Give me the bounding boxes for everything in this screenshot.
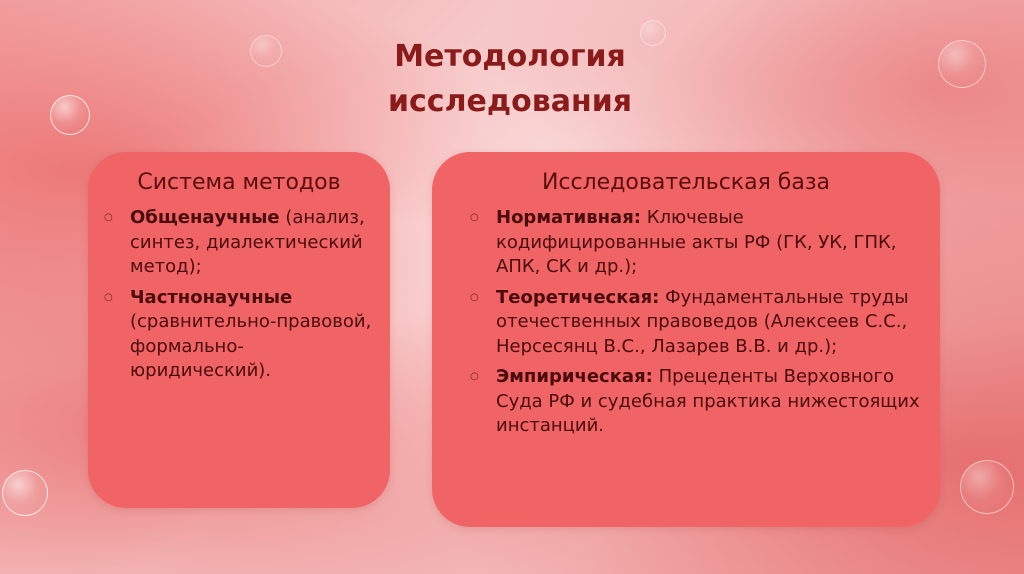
slide-title [300, 34, 720, 124]
bullet-icon: ○ [104, 291, 113, 303]
item-term: Эмпирическая: [496, 366, 653, 387]
bullet-icon: ○ [470, 291, 479, 303]
research-base-card-heading: Исследовательская база [541, 170, 831, 195]
slide-title-line-2: исследования [388, 84, 632, 119]
bullet-icon: ○ [470, 371, 479, 382]
item-term: Частнонаучные [130, 286, 293, 308]
item-term: Общенаучные [130, 207, 280, 228]
bullet-icon: ○ [104, 212, 113, 223]
item-text: (анализ, синтез, диалектический метод); [130, 207, 365, 277]
item-text: Прецеденты Верховного Суда РФ и судебная практика нижестоящих инстанций. [496, 366, 920, 436]
methods-list [104, 206, 380, 390]
item-text: Ключевые кодифицированные акты РФ (ГК, УК, ГПК, АПК, СК и др.); [496, 207, 897, 277]
item-text: Фундаментальные труды отечественных правоведов (Алексеев С.С., Нерсесянц В.С., Лазарев В.В. и др.); [496, 286, 909, 357]
list-item [470, 206, 936, 280]
item-text: (сравнительно-правовой, формально-юридический). [130, 311, 372, 381]
research-base-list [470, 206, 936, 445]
list-item [104, 286, 380, 384]
decorative-bubble [2, 470, 48, 516]
bullet-icon: ○ [470, 212, 479, 223]
decorative-bubble [50, 95, 90, 135]
decorative-bubble [938, 40, 986, 88]
methods-card [88, 152, 390, 508]
item-term: Нормативная: [496, 207, 641, 228]
list-item [104, 206, 380, 280]
methods-card-heading: Система методов [137, 170, 341, 195]
item-term: Теоретическая: [496, 286, 660, 308]
list-item [470, 286, 936, 360]
decorative-bubble [960, 460, 1014, 514]
list-item [470, 365, 936, 439]
slide-title-line-1: Методология [394, 39, 626, 74]
decorative-bubble [250, 35, 282, 67]
research-base-card [432, 152, 940, 527]
